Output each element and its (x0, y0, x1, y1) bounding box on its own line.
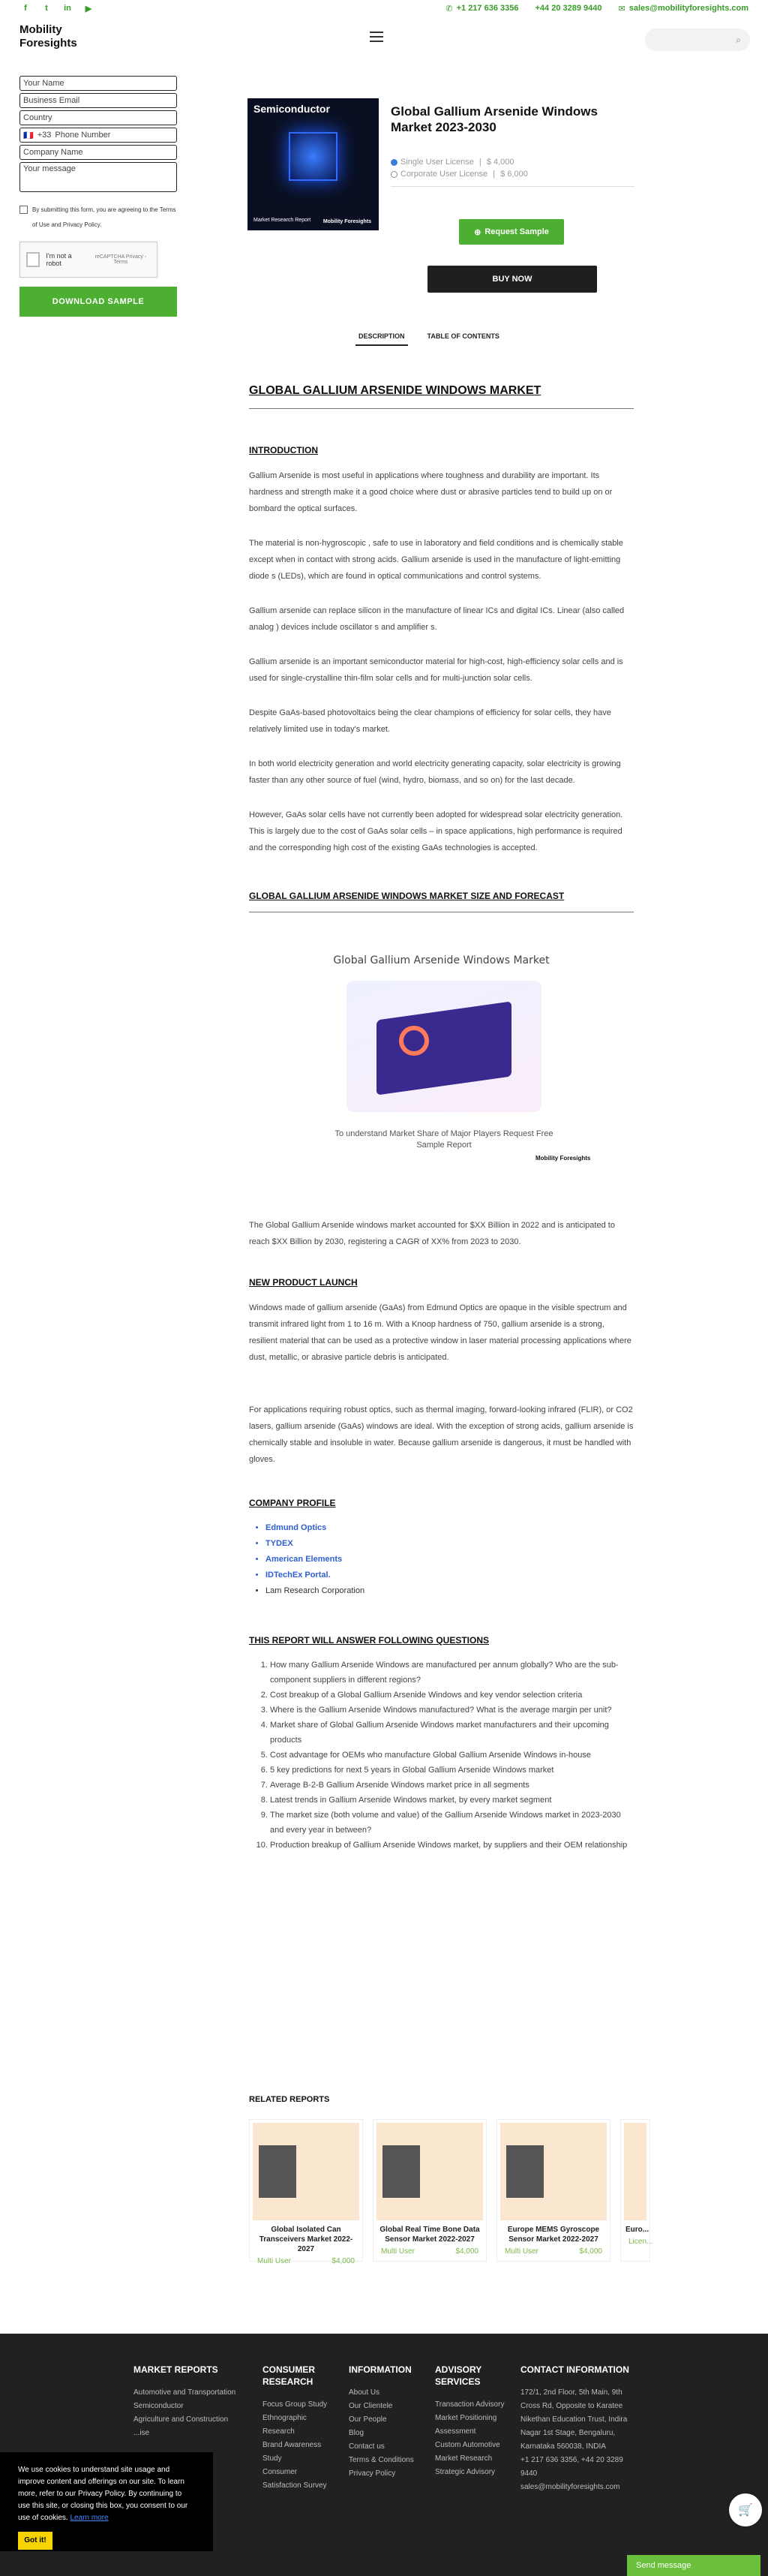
country-placeholder: Country (23, 113, 52, 122)
footer-link[interactable]: Terms & Conditions (349, 2456, 414, 2464)
footer-heading: MARKET REPORTS (134, 2364, 218, 2375)
company-field[interactable] (20, 145, 177, 160)
sensor-image (382, 2145, 420, 2198)
company-list (249, 1520, 634, 1599)
phone-uk: +44 20 3289 9440 (535, 4, 602, 13)
footer-link[interactable]: Focus Group Study (262, 2400, 328, 2409)
cookie-accept-button[interactable]: Got it! (18, 2532, 52, 2550)
linkedin-icon[interactable]: in (64, 3, 71, 13)
footer-link[interactable]: Custom Automotive Market Research (435, 2441, 500, 2463)
related-report-card[interactable] (496, 2119, 610, 2262)
related-report-card[interactable] (373, 2119, 487, 2262)
email-placeholder: Business Email (23, 96, 80, 105)
product-launch-heading: NEW PRODUCT LAUNCH (249, 1277, 358, 1288)
footer-link[interactable]: ...ise (134, 2429, 150, 2437)
report-thumbnail (500, 2123, 607, 2220)
license-options (391, 158, 634, 187)
report-card-title: Global Isolated Can Transceivers Market 2022-2027 (259, 2226, 353, 2253)
footer-heading: ADVISORY SERVICES (435, 2364, 482, 2387)
company-item: • Lam Research Corporation (266, 1583, 634, 1599)
flag-icon[interactable]: 🇫🇷 (23, 131, 34, 140)
questions-list (249, 1658, 634, 1853)
email-field[interactable] (20, 93, 177, 108)
report-card-price: $4,000 (579, 2247, 602, 2256)
question-item: 8. Latest trends in Gallium Arsenide Windows market, by every market segment (270, 1793, 634, 1808)
footer-link[interactable]: Strategic Advisory (435, 2468, 496, 2476)
company-link[interactable]: • Edmund Optics (266, 1520, 634, 1536)
send-message-button[interactable]: Send message (627, 2555, 760, 2576)
phone-us-link[interactable]: ✆ +1 217 636 3356 (446, 4, 519, 14)
footer-col-consumer-research (262, 2364, 338, 2493)
infographic-logo: Mobility Foresights (536, 1155, 591, 1162)
chip-image (259, 2145, 296, 2198)
header (0, 17, 768, 60)
footer-link[interactable]: Market Positioning Assessment (435, 2414, 497, 2436)
donut-illustration (399, 1026, 429, 1056)
footer-col-contact (520, 2364, 640, 2494)
social-links (20, 4, 94, 14)
paragraph: Despite GaAs-based photovoltaics being the clear champions of efficiency for solar cells, they have relatively limited use in today's market. (249, 708, 611, 734)
recaptcha-label: I'm not a robot (46, 252, 72, 267)
recaptcha-logo: reCAPTCHA Privacy - Terms (94, 254, 147, 265)
facebook-icon[interactable]: f (24, 3, 27, 13)
question-item: 9. The market size (both volume and value) of the Gallium Arsenide Windows market in 2023-2030 and every year in between? (270, 1808, 634, 1838)
company-placeholder: Company Name (23, 148, 83, 157)
footer-link[interactable]: Contact us (349, 2442, 385, 2451)
name-placeholder: Your Name (23, 79, 64, 88)
radio-unselected[interactable] (391, 171, 398, 178)
footer-link[interactable]: About Us (349, 2388, 380, 2397)
chip-graphic (289, 132, 338, 181)
cover-logo: Mobility Foresights (322, 219, 371, 224)
footer-link[interactable]: Ethnographic Research (262, 2414, 307, 2436)
question-item: 10. Production breakup of Gallium Arsenide Windows market, by suppliers and their OEM relationship (270, 1838, 634, 1853)
paragraph: In both world electricity generation and world electricity generating capacity, solar electricity is growing faster than any other source of fuel (wind, hydro, biomass, and so on) for the last decade. (249, 759, 621, 785)
email-text: sales@mobilityforesights.com (628, 4, 748, 13)
phone-uk-link[interactable] (535, 4, 602, 14)
buy-now-button[interactable]: BUY NOW (428, 266, 597, 293)
footer-address: 172/1, 2nd Floor, 5th Main, 9th Cross Rd, Opposite to Karatee Nikethan Education Trust, Indira Nagar 1st Stage, Bengaluru, Karnataka 560038, INDIA (520, 2388, 628, 2451)
download-sample-button[interactable]: DOWNLOAD SAMPLE (20, 287, 177, 317)
tab-description[interactable]: DESCRIPTION (356, 328, 408, 346)
company-profile-heading: COMPANY PROFILE (249, 1498, 336, 1508)
footer-col-information (349, 2364, 424, 2481)
question-item: 3. Where is the Gallium Arsenide Windows manufactured? What is the average margin per unit? (270, 1703, 634, 1718)
footer-link[interactable]: Our Clientele (349, 2402, 393, 2410)
question-item: 6. 5 key predictions for next 5 years in Global Gallium Arsenide Windows market (270, 1763, 634, 1778)
product-cover-image (248, 98, 379, 230)
cart-icon[interactable]: 🛒 (729, 2493, 762, 2526)
intro-heading: INTRODUCTION (249, 445, 318, 455)
company-link[interactable]: • IDTechEx Portal. (266, 1568, 634, 1583)
footer-heading: CONSUMER RESEARCH (262, 2364, 316, 2387)
report-card-title: Global Real Time Bone Data Sensor Market 2022-2027 (380, 2226, 480, 2244)
related-report-card[interactable] (620, 2119, 653, 2262)
footer-link[interactable]: Automotive and Transportation (134, 2388, 236, 2397)
market-infographic[interactable] (249, 954, 634, 1202)
license-single-price: $ 4,000 (486, 158, 514, 167)
license-corporate-label: Corporate User License (400, 170, 488, 179)
phone-placeholder: Phone Number (55, 131, 111, 140)
cover-title: Semiconductor (254, 103, 330, 115)
infographic-title: Global Gallium Arsenide Windows Market (333, 954, 550, 966)
report-heading: GLOBAL GALLIUM ARSENIDE WINDOWS MARKET (249, 384, 634, 409)
dial-code: +33 (37, 131, 52, 140)
company-link[interactable]: • TYDEX (266, 1536, 634, 1552)
paragraph: However, GaAs solar cells have not currently been adopted for widespread solar electricity generation. This is largely due to the cost of GaAs solar cells – in space applications, high performance is required and the corresponding high cost of the existing GaAs technologies is accepted. (249, 810, 623, 852)
questions-heading: THIS REPORT WILL ANSWER FOLLOWING QUESTIONS (249, 1635, 489, 1646)
contact-links (446, 4, 748, 14)
search-icon: ⌕ (736, 34, 741, 45)
license-corporate-price: $ 6,000 (500, 170, 528, 179)
report-card-price: $4,000 (332, 2257, 355, 2265)
country-field[interactable] (20, 110, 177, 125)
question-item: 2. Cost breakup of a Global Gallium Arsenide Windows and key vendor selection criteria (270, 1688, 634, 1703)
footer-link[interactable]: Transaction Advisory (435, 2400, 505, 2409)
cookie-text: We use cookies to understand site usage and improve content and offerings on our site. To learn more, refer to our Privacy Policy. By continuing to use this site, or closing this box, you consent to our use of cookies. (18, 2466, 188, 2522)
license-option-corporate[interactable]: Corporate User License | $ 6,000 (391, 170, 634, 179)
product-title: Global Gallium Arsenide Windows Market 2023-2030 (391, 104, 598, 134)
name-field[interactable] (20, 76, 177, 91)
recaptcha-checkbox[interactable] (26, 252, 40, 267)
footer-link[interactable]: Agriculture and Construction (134, 2415, 229, 2424)
paragraph: Gallium arsenide can replace silicon in the manufacture of linear ICs and digital ICs. Linear (also called analog ) devices include oscillator s and amplifier s. (249, 606, 625, 632)
tab-table-of-contents[interactable]: TABLE OF CONTENTS (427, 332, 500, 340)
footer-heading: CONTACT INFORMATION (520, 2364, 629, 2375)
search-input[interactable] (645, 29, 750, 51)
report-card-license: Licen... (628, 2238, 653, 2246)
paragraph: The Global Gallium Arsenide windows market accounted for $XX Billion in 2022 and is anticipated to reach $XX Billion by 2030, registering a CAGR of XX% from 2023 to 2030. (249, 1221, 615, 1246)
footer-link[interactable]: Brand Awareness Study (262, 2441, 322, 2463)
recaptcha-widget (20, 242, 158, 278)
footer-heading: INFORMATION (349, 2364, 412, 2375)
report-card-license: Multi User (381, 2247, 416, 2256)
message-field[interactable] (20, 162, 177, 192)
footer-link[interactable]: Privacy Policy (349, 2469, 396, 2478)
site-logo[interactable] (20, 23, 80, 50)
question-item: 7. Average B-2-B Gallium Arsenide Windows market price in all segments (270, 1778, 634, 1793)
report-card-title: Euro... (626, 2226, 650, 2234)
learn-more-link[interactable]: Learn more (70, 2514, 109, 2522)
paragraph: Windows made of gallium arsenide (GaAs) from Edmund Optics are opaque in the visible spectrum and transmit infrared light from 1 to 16 m. With a Knoop hardness of 750, gallium arsenide is a strong, resilient material that can be used as a protective window in laser material processing applications where dust, metallic, or abrasive particle debris is anticipated. (249, 1303, 632, 1362)
radio-selected[interactable] (391, 159, 398, 166)
paragraph: Gallium Arsenide is most useful in applications where toughness and durability are important. Its hardness and strength make it a good choice where dust or abrasive particles tend to build up on or bombard the optical surfaces. (249, 471, 613, 513)
infographic-caption: To understand Market Share of Major Players Request Free Sample Report (334, 1129, 554, 1150)
report-card-license: Multi User (505, 2247, 539, 2256)
report-card-price: $4,000 (455, 2247, 478, 2256)
footer-link[interactable]: Semiconductor (134, 2402, 184, 2410)
footer-link[interactable]: Our People (349, 2415, 387, 2424)
cover-brand: Market Research Report (254, 218, 311, 223)
paragraph: For applications requiring robust optics, such as thermal imaging, forward-looking infrared (FLIR), or CO2 lasers, gallium arsenide (GaAs) windows are ideal. With the exception of strong acids, gallium arsenide is chemically stable and insoluble in water. Because gallium arsenide is dangerous, it must be handled with gloves. (249, 1405, 634, 1464)
license-single-label: Single User License (400, 158, 474, 167)
report-card-license: Multi User (257, 2257, 292, 2265)
logo-line2: Foresights (20, 37, 77, 50)
consent-checkbox[interactable] (20, 206, 28, 214)
sample-request-form (20, 76, 177, 317)
youtube-icon[interactable]: ▶ (85, 4, 92, 14)
gyro-image (506, 2145, 544, 2198)
report-description (249, 384, 634, 1889)
related-carousel (249, 2119, 653, 2265)
footer-phone[interactable]: +1 217 636 3356, +44 20 3289 9440 (520, 2456, 623, 2478)
top-bar (0, 0, 768, 17)
twitter-icon[interactable]: t (45, 3, 48, 13)
related-reports (249, 2095, 653, 2265)
question-item: 4. Market share of Global Gallium Arsenide Windows market manufacturers and their upcoming products (270, 1718, 634, 1748)
paragraph: The material is non-hygroscopic , safe to use in laboratory and field conditions and is chemically stable except when in contact with strong acids. Gallium arsenide is used in the manufacture of light-emitting diode s (LEDs), which are found in optical communications and control systems. (249, 539, 623, 581)
request-sample-label: Request Sample (484, 227, 549, 236)
report-thumbnail (376, 2123, 483, 2220)
footer-col-market-reports (134, 2364, 238, 2440)
cookie-banner (0, 2452, 213, 2551)
logo-line1: Mobility (20, 23, 62, 36)
consent-row (20, 203, 177, 233)
paragraph: Gallium arsenide is an important semiconductor material for high-cost, high-efficiency solar cells and is used for single-crystalline thin-film solar cells and for multi-junction solar cells. (249, 657, 623, 683)
report-thumbnail (624, 2123, 646, 2220)
footer-link[interactable]: Consumer Satisfaction Survey (262, 2468, 327, 2490)
phone-field[interactable] (20, 128, 177, 143)
size-forecast-heading: GLOBAL GALLIUM ARSENIDE WINDOWS MARKET SIZE AND FORECAST (249, 891, 634, 912)
report-card-title: Europe MEMS Gyroscope Sensor Market 2022-2027 (507, 2226, 600, 2244)
license-option-single[interactable]: Single User License | $ 4,000 (391, 158, 634, 167)
footer-col-advisory (435, 2364, 510, 2479)
related-report-card[interactable] (249, 2119, 363, 2265)
company-link[interactable]: • American Elements (266, 1552, 634, 1568)
footer-link[interactable]: Blog (349, 2429, 364, 2437)
consent-text: By submitting this form, you are agreeing to the Terms of Use and Privacy Policy. (32, 206, 176, 228)
plus-circle-icon: ⊕ (474, 227, 482, 237)
phone-us: +1 217 636 3356 (456, 4, 519, 13)
report-tabs (356, 328, 502, 346)
report-thumbnail (253, 2123, 359, 2220)
related-reports-heading: RELATED REPORTS (249, 2095, 330, 2104)
message-placeholder: Your message (23, 164, 76, 173)
question-item: 1. How many Gallium Arsenide Windows are manufactured per annum globally? Who are the sub-component suppliers in different regions? (270, 1658, 634, 1688)
footer-email[interactable]: sales@mobilityforesights.com (520, 2483, 620, 2491)
hamburger-menu-icon[interactable] (370, 32, 383, 42)
email-link[interactable]: ✉ sales@mobilityforesights.com (618, 4, 748, 14)
question-item: 5. Cost advantage for OEMs who manufacture Global Gallium Arsenide Windows in-house (270, 1748, 634, 1763)
request-sample-button[interactable] (459, 219, 564, 245)
